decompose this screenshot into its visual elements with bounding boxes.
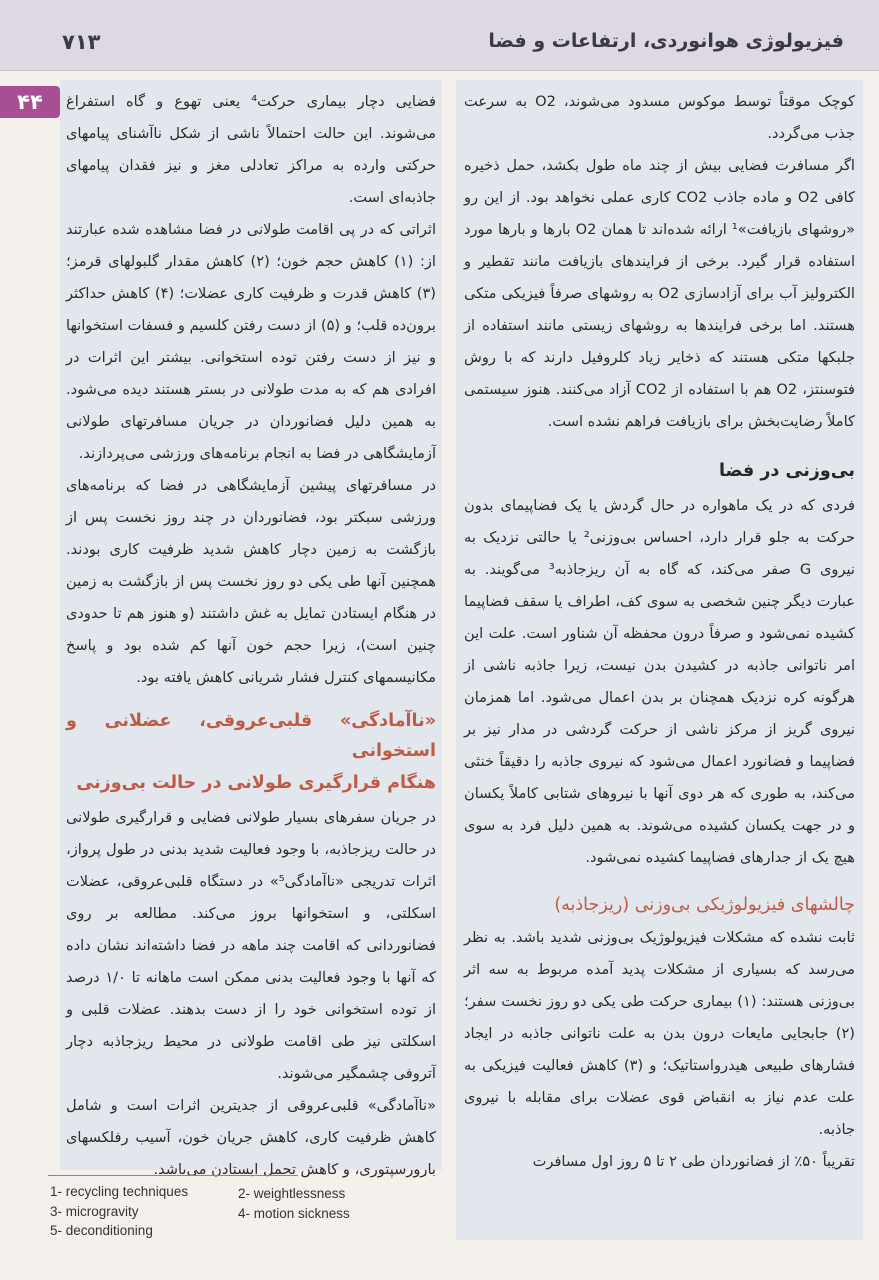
section-heading-line1: «ناآمادگی» قلبی‌عروقی، عضلانی و استخوانی (66, 711, 436, 761)
paragraph: در مسافرتهای پیشین آزمایشگاهی در فضا که برنامه‌های ورزشی سبکتر بود، فضانوردان در چند روز نخست پس از بازگشت به زمین دچار کاهش شدید ظرفیت کاری بودند. همچنین آنها طی یکی دو روز نخست پس از بازگشت به زمین در هنگام ایستادن تمایل به غش داشتند (و هنوز هم تا حدودی چنین است)، زیرا حجم خون آنها کم شده بود و پاسخ مکانیسمهای کنترل فشار شریانی کاهش یافته بود. (66, 477, 436, 686)
subsection-heading: چالشهای فیزیولوژیکی بی‌وزنی (ریزجاذبه) (554, 895, 855, 915)
chapter-tab: ۴۴ (0, 86, 60, 118)
paragraph: تقریباً ۵۰٪ از فضانوردان طی ۲ تا ۵ روز اول مسافرت (532, 1153, 855, 1170)
section-heading: بی‌وزنی در فضا (718, 461, 855, 481)
section-heading-line2: هنگام قرارگیری طولانی در حالت بی‌وزنی (76, 773, 436, 793)
paragraph: فضایی دچار بیماری حرکت⁴ یعنی تهوع و گاه استفراغ می‌شوند. این حالت احتمالاً ناشی از شکل ناآشنای پیامهای حرکتی وارده به مراکز تعادلی مغز و نیز فقدان پیامهای جاذبه‌ای است. (66, 93, 437, 206)
page-number: ۷۱۳ (62, 30, 101, 54)
footnote-1: 1- recycling techniques (50, 1184, 189, 1199)
paragraph: «ناآمادگی» قلبی‌عروقی از جدیترین اثرات است و شامل کاهش ظرفیت کاری، کاهش جریان خون، آسیب رفلکسهای بارورسپتوری، و کاهش تحمل ایستادن می‌باشد. (66, 1097, 436, 1178)
footnote-2: 2- weightlessness (238, 1186, 346, 1201)
footnote-3: 3- microgravity (50, 1204, 139, 1219)
paragraph: در جریان سفرهای بسیار طولانی فضایی و قرارگیری طولانی در حالت ریزجاذبه، با وجود فعالیت شدید بدنی در طول پرواز، اثرات تدریجی «ناآمادگی⁵» در دستگاه قلبی‌عروقی، عضلات اسکلتی، و استخوانها بروز می‌کند. مطالعه بر روی فضانوردانی که اقامت چند ماهه در فضا داشته‌اند نشان داده که آنها با وجود فعالیت بدنی ممکن است ماهانه تا ۱/۰ درصد از توده استخوانی خود را از دست بدهند. عضلات قلبی و اسکلتی نیز طی اقامت طولانی در محیط ریزجاذبه دچار آتروفی چشمگیر می‌شوند. (66, 809, 436, 1082)
running-title: فیزیولوژی هوانوردی، ارتفاعات و فضا (488, 30, 844, 52)
footnote-divider (48, 1175, 298, 1176)
footnote-5: 5- deconditioning (50, 1223, 153, 1238)
paragraph: اثراتی که در پی اقامت طولانی در فضا مشاهده شده عبارتند از: (۱) کاهش حجم خون؛ (۲) کاهش مقدار گلبولهای قرمز؛ (۳) کاهش قدرت و ظرفیت کاری عضلات؛ (۴) کاهش حداکثر برون‌ده قلب؛ و (۵) از دست رفتن کلسیم و فسفات استخوانها و نیز از دست رفتن توده استخوانی. بیشتر این اثرات در افرادی هم که به مدت طولانی در بستر هستند دیده می‌شود. به همین دلیل فضانوردان در جریان مسافرتهای طولانی آزمایشگاهی در فضا به انجام برنامه‌های ورزشی می‌پردازند. (66, 221, 436, 462)
right-column (456, 80, 863, 1240)
paragraph: کوچک موقتاً توسط موکوس مسدود می‌شوند، O2 به سرعت جذب می‌گردد. (464, 93, 856, 142)
left-column (60, 80, 442, 1178)
page-header (0, 0, 879, 71)
paragraph: اگر مسافرت فضایی بیش از چند ماه طول بکشد، حمل ذخیره کافی O2 و ماده جاذب CO2 کاری عملی نخواهد بود. از این رو «روشهای بازیافت»¹ ارائه شده‌اند تا همان O2 بارها و بارها مورد استفاده قرار گیرد. برخی از فرایندهای بازیافت مانند تقطیر و الکترولیز آب برای آزادسازی O2 به روشهای صرفاً فیزیکی متکی هستند. اما برخی فرایندها به روشهای زیستی مانند استفاده از جلبکها متکی هستند که ذخایر زیاد کلروفیل دارند که با روش فتوسنتز، O2 هم با استفاده از CO2 آزاد می‌کنند. هنوز سیستمی کاملاً رضایت‌بخش برای بازیافت فراهم نشده است. (464, 157, 856, 430)
paragraph: فردی که در یک ماهواره در حال گردش یا یک فضاپیمای بدون حرکت به جلو قرار دارد، احساس بی‌وزنی² یا حالتی نزدیک به نیروی G صفر می‌کند، که گاه به آن ریزجاذبه³ می‌گویند. به عبارت دیگر چنین شخصی به سوی کف، اطراف یا سقف فضاپیما کشیده نمی‌شود و صرفاً درون محفظه آن شناور است. علت این امر ناتوانی جاذبه در کشیدن بدن نیست، زیرا جاذبه ناشی از هرگونه کره نزدیک همچنان بر بدن اعمال می‌شود. اما همزمان نیروی گریز از مرکز ناشی از حرکت گردشی در مدار نیز بر فضاپیما و فضانورد اعمال می‌شود که نیروی جاذبه را دقیقاً خنثی می‌کند، به طوری که هر دوی آنها با نیروهای شتابی کاملاً یکسان و در جهت یکسان کشیده می‌شوند. به همین دلیل فرد به سوی هیچ یک از جدارهای فضاپیما کشیده نمی‌شود. (464, 497, 856, 866)
paragraph: ثابت نشده که مشکلات فیزیولوژیک بی‌وزنی شدید باشد. به نظر می‌رسد که بسیاری از مشکلات پدید آمده مربوط به سه اثر بی‌وزنی هستند: (۱) بیماری حرکت طی یکی دو روز نخست سفر؛ (۲) جابجایی مایعات درون بدن به علت ناتوانی جاذبه در ایجاد فشارهای طبیعی هیدرواستاتیک؛ و (۳) کاهش فعالیت فیزیکی به علت عدم نیاز به انقباض قوی عضلات برای مقابله با نیروی جاذبه. (464, 929, 855, 1138)
footnote-4: 4- motion sickness (238, 1206, 350, 1221)
